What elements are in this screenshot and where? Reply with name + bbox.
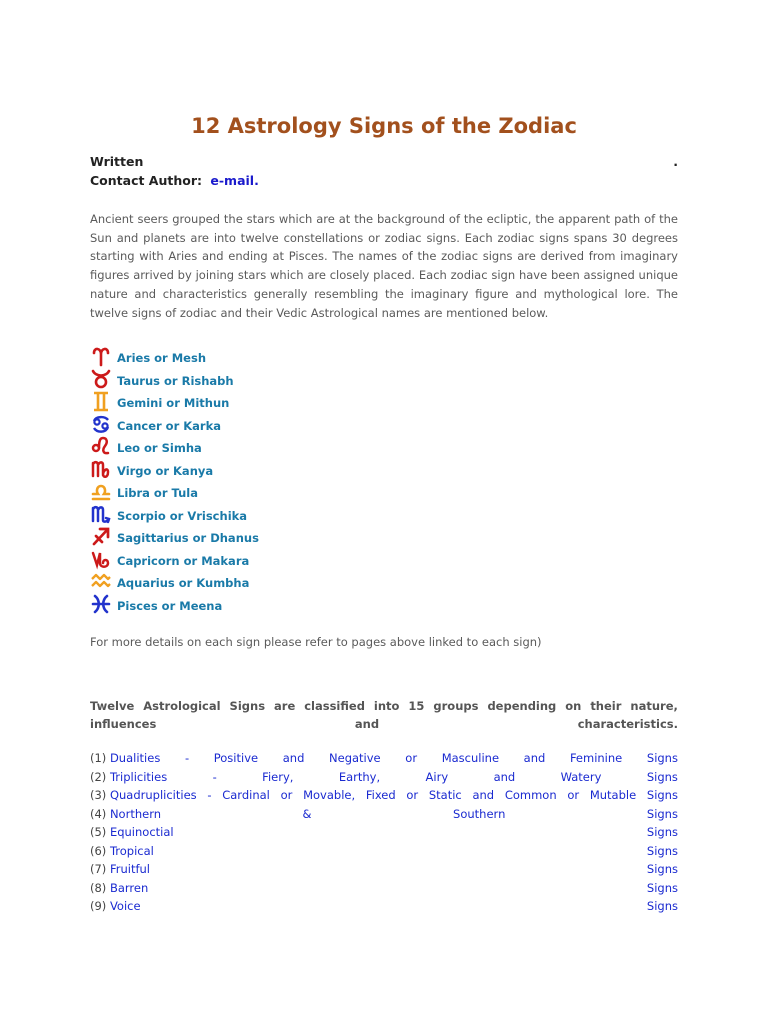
group-link-word[interactable]: Signs <box>646 862 678 876</box>
group-row <box>90 807 678 826</box>
group-link-word[interactable]: Feminine <box>569 751 623 765</box>
written-line <box>90 154 678 169</box>
group-link-word[interactable]: Movable, <box>303 788 356 802</box>
group-link-word[interactable]: Quadruplicities <box>109 788 197 802</box>
sign-link[interactable]: Aries or Mesh <box>117 351 207 365</box>
gemini-icon[interactable] <box>90 390 112 412</box>
group-link-word[interactable]: and <box>472 788 495 802</box>
group-link-word[interactable]: Earthy, <box>338 769 381 784</box>
group-link-word[interactable]: - <box>207 788 212 802</box>
word: influences <box>90 717 157 731</box>
groups-intro-line-1 <box>90 697 678 715</box>
group-link-word[interactable]: Negative <box>329 751 381 765</box>
group-link-word[interactable]: - <box>184 751 190 765</box>
capricorn-icon[interactable] <box>90 548 112 570</box>
group-link-word[interactable]: or <box>567 788 580 802</box>
sagittarius-icon[interactable] <box>90 525 112 547</box>
group-link-word[interactable]: Triplicities <box>109 769 168 784</box>
trailing-dot: . <box>673 154 678 169</box>
sign-link[interactable]: Libra or Tula <box>117 486 198 500</box>
intro-paragraph: Ancient seers grouped the stars which are at the background of the ecliptic, the apparent path of the Sun and planets are into twelve constellations or zodiac signs. Each zodiac signs spans 30 degrees starting with Aries and ending at Pisces. The names of the zodiac signs are derived from imaginary figures arrived by joining stars which are closely placed. Each zodiac sign have been assigned unique nature and characteristics generally resembling the imaginary figure and mythological lore. The twelve signs of zodiac and their Vedic Astrological names are mentioned below. <box>90 212 678 320</box>
sign-link[interactable]: Gemini or Mithun <box>117 396 230 410</box>
word: and <box>354 717 380 731</box>
group-link-word[interactable]: Signs <box>646 769 678 784</box>
group-link-word[interactable]: Dualities <box>109 751 161 765</box>
group-link-word[interactable]: - <box>212 769 217 784</box>
group-link-word[interactable]: Signs <box>646 825 678 839</box>
sign-link[interactable]: Taurus or Rishabh <box>117 373 234 388</box>
leo-icon[interactable] <box>90 435 112 457</box>
word: characteristics. <box>577 717 678 731</box>
sign-groups-list <box>90 751 678 918</box>
group-link-word[interactable]: Signs <box>646 751 678 765</box>
sign-link[interactable]: Leo or Simha <box>117 441 202 455</box>
group-number: (7) <box>90 862 110 876</box>
sign-row <box>90 570 490 593</box>
group-link-word[interactable]: Signs <box>646 899 678 913</box>
word: on <box>565 699 582 713</box>
group-link-word[interactable]: Tropical <box>109 843 154 858</box>
group-link-word[interactable]: Watery <box>560 769 602 784</box>
group-link-word[interactable]: and <box>282 751 305 765</box>
word: Signs <box>229 699 266 713</box>
virgo-icon[interactable] <box>90 458 112 480</box>
sign-link[interactable]: Sagittarius or Dhanus <box>117 531 259 545</box>
group-number: (1) <box>90 751 110 765</box>
group-number: (5) <box>90 825 110 839</box>
contact-label: Contact Author: <box>90 173 203 188</box>
sign-row <box>90 413 490 436</box>
groups-intro <box>90 697 678 733</box>
group-link-word[interactable]: Signs <box>646 806 678 821</box>
group-number: (9) <box>90 899 110 913</box>
sign-row <box>90 435 490 458</box>
group-link-word[interactable]: & <box>302 806 312 821</box>
group-number: (2) <box>90 769 110 784</box>
sign-link[interactable]: Cancer or Karka <box>117 418 222 433</box>
group-link-word[interactable]: and <box>493 769 516 784</box>
group-link-word[interactable]: Fiery, <box>262 769 294 784</box>
group-link-word[interactable]: Northern <box>109 806 162 821</box>
group-link-word[interactable]: Signs <box>646 880 678 895</box>
word: Twelve <box>90 699 135 713</box>
group-row <box>90 751 678 770</box>
group-link-word[interactable]: Barren <box>109 880 149 895</box>
group-link-word[interactable]: Fixed <box>365 788 396 802</box>
taurus-icon[interactable] <box>90 368 112 390</box>
group-number: (3) <box>90 788 110 802</box>
word: are <box>274 699 296 713</box>
group-link-word[interactable]: Positive <box>213 751 259 765</box>
sign-link[interactable]: Virgo or Kanya <box>117 463 214 478</box>
sign-row <box>90 525 490 548</box>
details-note: For more details on each sign please refer to pages above linked to each sign) <box>90 635 542 649</box>
email-link[interactable]: e-mail. <box>210 173 259 188</box>
aries-icon[interactable] <box>90 345 112 367</box>
aquarius-icon[interactable] <box>90 570 112 592</box>
sign-row <box>90 593 490 616</box>
group-link-word[interactable]: Mutable <box>589 788 637 802</box>
group-row <box>90 862 678 881</box>
group-link-word[interactable]: Common <box>504 788 557 802</box>
sign-link[interactable]: Scorpio or Vrischika <box>117 508 248 523</box>
group-row <box>90 844 678 863</box>
pisces-icon[interactable] <box>90 593 112 615</box>
sign-row <box>90 503 490 526</box>
group-number: (4) <box>90 806 110 821</box>
groups-intro-line-2 <box>90 715 678 733</box>
group-link-word[interactable]: Signs <box>646 788 678 802</box>
scorpio-icon[interactable] <box>90 503 112 525</box>
word: their <box>590 699 622 713</box>
group-link-word[interactable]: Voice <box>109 899 141 913</box>
group-link-word[interactable]: Signs <box>646 843 678 858</box>
word: classified <box>304 699 365 713</box>
sign-row <box>90 548 490 571</box>
page-title: 12 Astrology Signs of the Zodiac <box>191 114 577 138</box>
word: groups <box>433 699 479 713</box>
group-row <box>90 881 678 900</box>
sign-link[interactable]: Pisces or Meena <box>117 598 223 613</box>
group-link-word[interactable]: Equinoctial <box>109 825 174 839</box>
sign-row <box>90 345 490 368</box>
word: into <box>373 699 400 713</box>
group-link-word[interactable]: or <box>280 788 293 802</box>
word: Astrological <box>143 699 221 713</box>
sign-row <box>90 390 490 413</box>
group-link-word[interactable]: Cardinal <box>222 788 270 802</box>
group-link-word[interactable]: Southern <box>453 806 506 821</box>
sign-link[interactable]: Capricorn or Makara <box>117 553 250 568</box>
word: depending <box>487 699 557 713</box>
sign-row <box>90 480 490 503</box>
group-row <box>90 899 678 918</box>
sign-row <box>90 368 490 391</box>
group-number: (6) <box>90 843 110 858</box>
word: nature, <box>630 699 678 713</box>
group-row <box>90 825 678 844</box>
word: 15 <box>408 699 425 713</box>
group-row <box>90 770 678 789</box>
sign-link[interactable]: Aquarius or Kumbha <box>117 576 250 590</box>
contact-line <box>90 173 678 188</box>
group-link-word[interactable]: or <box>405 751 418 765</box>
written-label: Written <box>90 154 144 169</box>
group-link-word[interactable]: or <box>406 788 419 802</box>
sign-row <box>90 458 490 481</box>
group-link-word[interactable]: and <box>523 751 546 765</box>
group-link-word[interactable]: Fruitful <box>109 862 150 876</box>
group-number: (8) <box>90 880 110 895</box>
zodiac-sign-list <box>90 345 490 615</box>
cancer-icon[interactable] <box>90 413 112 435</box>
group-row <box>90 788 678 807</box>
group-link-word[interactable]: Masculine <box>441 751 500 765</box>
libra-icon[interactable] <box>90 480 112 502</box>
group-link-word[interactable]: Airy <box>425 769 449 784</box>
group-link-word[interactable]: Static <box>428 788 462 802</box>
